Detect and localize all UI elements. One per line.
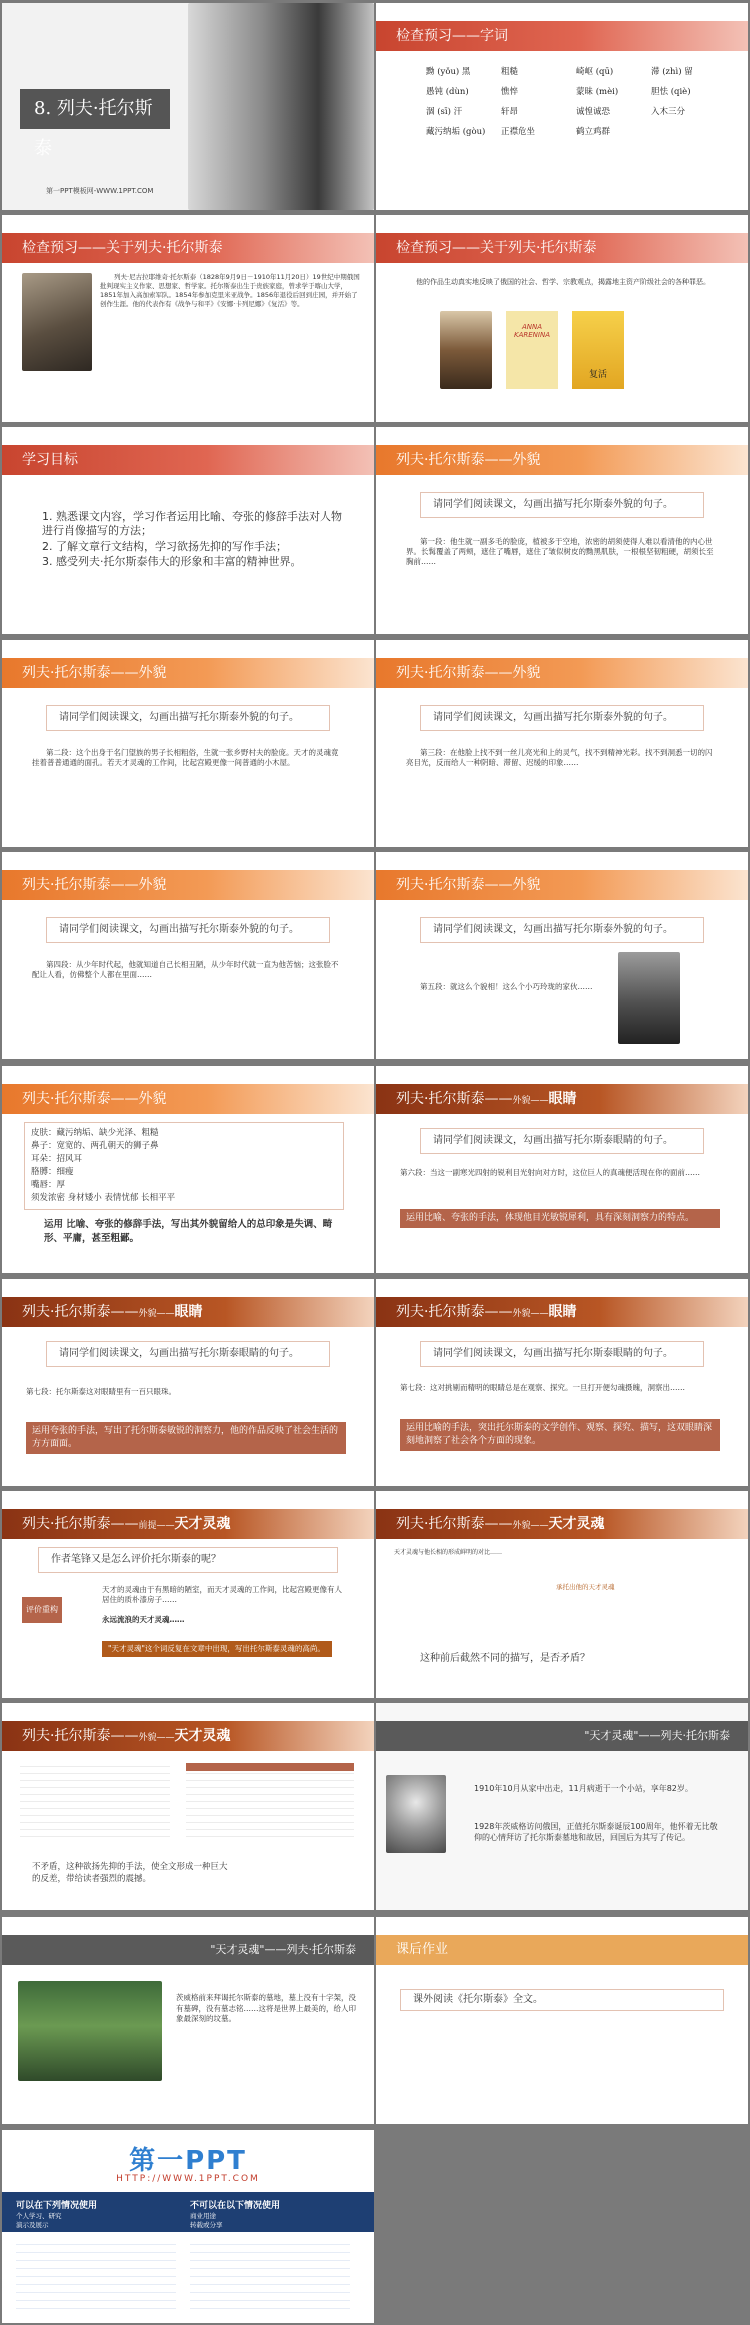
brand-logo: 第一PPT: [129, 2146, 247, 2176]
slide-goals[interactable]: [2, 427, 374, 634]
vocab-word: 滞 (zhì) 留: [651, 67, 693, 77]
question-box: 请同学们阅读课文，勾画出描写托尔斯泰外貌的句子。: [46, 917, 330, 943]
excerpt-text: 永远流浪的天才灵魂……: [102, 1615, 185, 1624]
feature-item: 嘴唇：厚: [31, 1180, 66, 1190]
slide-header: "天才灵魂"——列夫·托尔斯泰: [376, 1721, 748, 1751]
analysis-highlight: "天才灵魂"这个词反复在文章中出现，写出托尔斯泰灵魂的高尚。: [102, 1641, 332, 1657]
header-main: 列夫·托尔斯泰——: [396, 1304, 513, 1320]
book-cover-image: [572, 311, 624, 389]
allowed-heading: 可以在下列情况使用: [16, 2201, 98, 2211]
thumbnail-text-block: [186, 1763, 354, 1843]
portrait-image: [188, 3, 374, 210]
vocab-word: 愚钝 (dùn): [426, 87, 469, 97]
usage-banner: [2, 2192, 374, 2232]
slide-vocab[interactable]: [376, 3, 748, 210]
portrait-image: [22, 273, 92, 371]
feature-item: 胳膊：细瘦: [31, 1167, 74, 1177]
excerpt-text: 第七段：这对挑剔而精明的眼睛总是在观察、探究。一旦打开便勾魂摄魄，洞察出……: [400, 1383, 685, 1392]
book-cover-image: [506, 311, 558, 389]
header-main: 列夫·托尔斯泰——: [22, 1304, 139, 1320]
slide-eyes-3[interactable]: [376, 1279, 748, 1486]
feature-item: 鼻子：宽宽的、两孔朝天的狮子鼻: [31, 1141, 159, 1151]
feature-item: 皮肤：藏污纳垢、缺少光泽、粗糙: [31, 1128, 159, 1138]
vocab-word: 黝 (yǒu) 黑: [426, 67, 471, 77]
bio-text: 列夫·尼古拉耶维奇·托尔斯泰（1828年9月9日－1910年11月20日）19世纪中期俄国批判现实主义作家、思想家、哲学家。托尔斯泰出生于贵族家庭，曾求学于喀山大学，1851年加入高加索军队。1854年参加克里米亚战争。1856年退役后回到庄园，并开始了创作生涯。他的代表作有《战争与和平》《安娜·卡列尼娜》《复活》等。: [100, 273, 360, 308]
link-list[interactable]: [190, 2238, 350, 2316]
slide-header: 列夫·托尔斯泰——外貌: [2, 1084, 374, 1114]
header-topic: 天才灵魂: [174, 1516, 231, 1532]
slide-appearance-summary[interactable]: [2, 1066, 374, 1273]
title-banner: [20, 89, 170, 159]
header-topic: 天才灵魂: [548, 1516, 605, 1532]
feature-list: [24, 1122, 344, 1210]
excerpt-text: 天才灵魂与他长相的形成鲜明的对比……: [394, 1549, 503, 1556]
book-cover-image: [440, 311, 492, 389]
excerpt-text: 第一段：他生就一副多毛的脸庞，植被多于空地，浓密的胡须使得人难以看清他的内心世界。长髯覆盖了两颊，遮住了嘴唇，遮住了皱似树皮的黝黑肌肤，一根根坚韧粗硬，胡须长至胸前……: [406, 537, 714, 566]
slide-appearance-1[interactable]: [376, 427, 748, 634]
vocab-word: 崎岖 (qū): [576, 67, 614, 77]
slide-header: 检查预习——字词: [376, 21, 748, 51]
question-box: 请同学们阅读课文，勾画出描写托尔斯泰外貌的句子。: [420, 917, 704, 943]
slide-header: 课后作业: [376, 1935, 748, 1965]
question-box: 请同学们阅读课文，勾画出描写托尔斯泰外貌的句子。: [420, 705, 704, 731]
header-sub: 外貌——: [512, 1309, 549, 1319]
slide-header: [376, 1084, 748, 1114]
excerpt-text: 第六段：当这一副寒光四射的锐利目光射向对方时，这位巨人的真魂便活现在你的面前……: [400, 1168, 700, 1177]
slide-header: 列夫·托尔斯泰——外貌: [376, 658, 748, 688]
allowed-item: 演示及展示: [16, 2221, 49, 2229]
header-main: 列夫·托尔斯泰——: [396, 1516, 513, 1532]
slide-homework[interactable]: [376, 1917, 748, 2124]
question-box: 请同学们阅读课文，勾画出描写托尔斯泰外貌的句子。: [420, 492, 704, 518]
slide-header: 学习目标: [2, 445, 374, 475]
excerpt-text: 第五段：就这么个貌相！这么个小巧玲珑的家伙……: [420, 982, 593, 991]
analysis-highlight: 运用夸张的手法，写出了托尔斯泰敏锐的洞察力，他的作品反映了社会生活的方方面面。: [26, 1422, 346, 1454]
header-sub: 外貌——: [512, 1096, 549, 1106]
vocab-word: 蒙昧 (mèi): [576, 87, 619, 97]
vocab-word: 憔悴: [501, 87, 519, 97]
portrait-image: [386, 1775, 446, 1853]
footer-text: 第一PPT模板网-WWW.1PPT.COM: [46, 187, 154, 195]
slide-appearance-3[interactable]: [376, 640, 748, 847]
question-box: 作者笔锋又是怎么评价托尔斯泰的呢？: [38, 1547, 338, 1573]
slide-header: 列夫·托尔斯泰——外貌: [2, 870, 374, 900]
header-sub: 外貌——: [138, 1309, 175, 1319]
slide-appearance-4[interactable]: [2, 852, 374, 1059]
legacy-text: 茨威格前来拜谒托尔斯泰的墓地，墓上没有十字架，没有墓碑，没有墓志铭……这将是世界上最美的，给人印象最深刻的坟墓。: [176, 1993, 356, 2023]
goal-item: 1. 熟悉课文内容，学习作者运用比喻、夸张的修辞手法对人物进行肖像描写的方法；: [42, 510, 342, 537]
slide-legacy-1[interactable]: [376, 1703, 748, 1910]
question-box: 请同学们阅读课文，勾画出描写托尔斯泰眼睛的句子。: [420, 1128, 704, 1154]
standing-figure-image: [618, 952, 680, 1044]
evaluation-badge: 评价重构: [22, 1597, 62, 1623]
header-sub: 前提——: [138, 1521, 175, 1531]
vocab-word: 轩昂: [501, 107, 519, 117]
header-topic: 眼睛: [548, 1304, 577, 1320]
slide-appearance-2[interactable]: [2, 640, 374, 847]
slide-eyes-2[interactable]: [2, 1279, 374, 1486]
answer-text: 不矛盾，这种欲扬先抑的手法，使全文形成一种巨大的反差，带给读者强烈的震撼。: [32, 1862, 228, 1884]
slide-credits[interactable]: [2, 2130, 374, 2323]
goal-item: 2. 了解文章行文结构，学习欲扬先抑的写作手法；: [42, 540, 287, 553]
header-topic: 眼睛: [548, 1091, 577, 1107]
excerpt-text: 承托出他的天才灵魂: [556, 1583, 615, 1591]
book-title: 复活: [588, 370, 607, 380]
feature-item: 耳朵：招风耳: [31, 1154, 83, 1164]
vocab-word: 粗糙: [501, 67, 519, 77]
slide-header: [2, 1721, 374, 1751]
excerpt-text: 第七段：托尔斯泰这对眼睛里有一百只眼珠。: [26, 1387, 176, 1396]
analysis-highlight: 运用比喻、夸张的手法，体现他目光敏锐犀利，具有深刻洞察力的特点。: [400, 1209, 720, 1228]
question-box: 请同学们阅读课文，勾画出描写托尔斯泰外貌的句子。: [46, 705, 330, 731]
header-sub: 外貌——: [512, 1521, 549, 1531]
header-topic: 天才灵魂: [174, 1728, 231, 1744]
works-text: 他的作品生动真实地反映了俄国的社会、哲学、宗教观点，揭露地主资产阶级社会的各种罪恶。: [416, 278, 710, 286]
contradiction-question: 这种前后截然不同的描写，是否矛盾？: [420, 1653, 590, 1664]
header-main: 列夫·托尔斯泰——: [22, 1728, 139, 1744]
vocab-word: 鹤立鸡群: [576, 127, 611, 137]
slide-title-text: 8. 列夫·托尔斯泰: [34, 98, 153, 159]
header-sub: 外貌——: [138, 1733, 175, 1743]
question-box: 请同学们阅读课文，勾画出描写托尔斯泰眼睛的句子。: [46, 1341, 330, 1367]
brand-url[interactable]: HTTP://WWW.1PPT.COM: [116, 2174, 260, 2184]
feature-item: 须发浓密 身材矮小 表情忧郁 长相平平: [31, 1193, 176, 1203]
vocab-word: 诚惶诚恐: [576, 107, 611, 117]
vocab-word: 藏污纳垢 (gòu): [426, 127, 486, 137]
legacy-text: 1928年茨威格访问俄国，正值托尔斯泰诞辰100周年，他怀着无比敬仰的心情拜访了托尔斯泰墓地和故居，回国后为其写了传记。: [474, 1822, 718, 1842]
slide-header: [376, 1297, 748, 1327]
link-list[interactable]: [16, 2238, 176, 2316]
slide-soul-3[interactable]: [2, 1703, 374, 1910]
forbidden-item: 商业用途: [190, 2212, 216, 2220]
slide-header: "天才灵魂"——列夫·托尔斯泰: [2, 1935, 374, 1965]
excerpt-text: 第四段：从少年时代起，他就知道自己长相丑陋，从少年时代就一直为他苦恼；这张脸不配让人看，仿佛整个人都在里面……: [32, 960, 339, 979]
book-title: ANNA KARENINA: [514, 323, 550, 339]
vocab-grid: [426, 65, 726, 137]
vocab-word: 涸 (sī) 汗: [426, 107, 463, 117]
thumbnail-text-block: [20, 1763, 170, 1843]
excerpt-text: 天才的灵魂由于有黑暗的陋室，而天才灵魂的工作间，比起宫殿更像有人居住的质朴漆房子……: [102, 1585, 342, 1604]
legacy-text: 1910年10月从家中出走，11月病逝于一个小站，享年82岁。: [474, 1784, 693, 1793]
slide-header: 列夫·托尔斯泰——外貌: [2, 658, 374, 688]
slide-bio[interactable]: [2, 215, 374, 422]
vocab-word: 正襟危坐: [501, 127, 536, 137]
slide-soul-1[interactable]: [2, 1491, 374, 1698]
header-main: 列夫·托尔斯泰——: [396, 1091, 513, 1107]
slide-legacy-2[interactable]: [2, 1917, 374, 2124]
goal-item: 3. 感受列夫·托尔斯泰伟大的形象和丰富的精神世界。: [42, 555, 302, 568]
header-topic: 眼睛: [174, 1304, 203, 1320]
grave-photo: [18, 1981, 162, 2081]
slide-header: 列夫·托尔斯泰——外貌: [376, 445, 748, 475]
slide-appearance-5[interactable]: [376, 852, 748, 1059]
header-main: 列夫·托尔斯泰——: [22, 1516, 139, 1532]
vocab-word: 入木三分: [651, 107, 686, 117]
slide-header: [376, 1509, 748, 1539]
conclusion-text: 运用 比喻、夸张的修辞手法，写出其外貌留给人的总印象是失调、畸形、平庸，甚至粗鄙。: [44, 1219, 333, 1244]
slide-eyes-1[interactable]: [376, 1066, 748, 1273]
homework-box: 课外阅读《托尔斯泰》全文。: [400, 1989, 724, 2011]
question-box: 请同学们阅读课文，勾画出描写托尔斯泰眼睛的句子。: [420, 1341, 704, 1367]
slide-header: 检查预习——关于列夫·托尔斯泰: [2, 233, 374, 263]
vocab-word: 胆怯 (qiè): [651, 87, 691, 97]
excerpt-text: 第三段：在他脸上找不到一丝儿亮光和上的灵气，找不到精神光彩。找不到洞悉一切的闪亮目光，反而给人一种阴暗、滞留、迟缓的印象……: [406, 748, 713, 767]
excerpt-text: 第二段：这个出身于名门望族的男子长相粗俗，生就一张乡野村夫的脸庞。天才的灵魂竟挂着普普通通的面孔。若天才灵魂的工作间，比起宫殿更像一间普通的小木屋。: [32, 748, 339, 767]
slide-header: 检查预习——关于列夫·托尔斯泰: [376, 233, 748, 263]
slide-title[interactable]: [2, 3, 374, 210]
slide-soul-2[interactable]: [376, 1491, 748, 1698]
forbidden-heading: 不可以在以下情况使用: [190, 2201, 281, 2211]
slide-header: 列夫·托尔斯泰——外貌: [376, 870, 748, 900]
slide-works[interactable]: [376, 215, 748, 422]
slide-header: [2, 1297, 374, 1327]
slide-header: [2, 1509, 374, 1539]
allowed-item: 个人学习、研究: [16, 2212, 62, 2220]
forbidden-item: 转载或分享: [190, 2221, 223, 2229]
analysis-highlight: 运用比喻的手法，突出托尔斯泰的文学创作、观察、探究、描写，这双眼睛深刻地洞察了社会各个方面的现象。: [400, 1419, 720, 1451]
